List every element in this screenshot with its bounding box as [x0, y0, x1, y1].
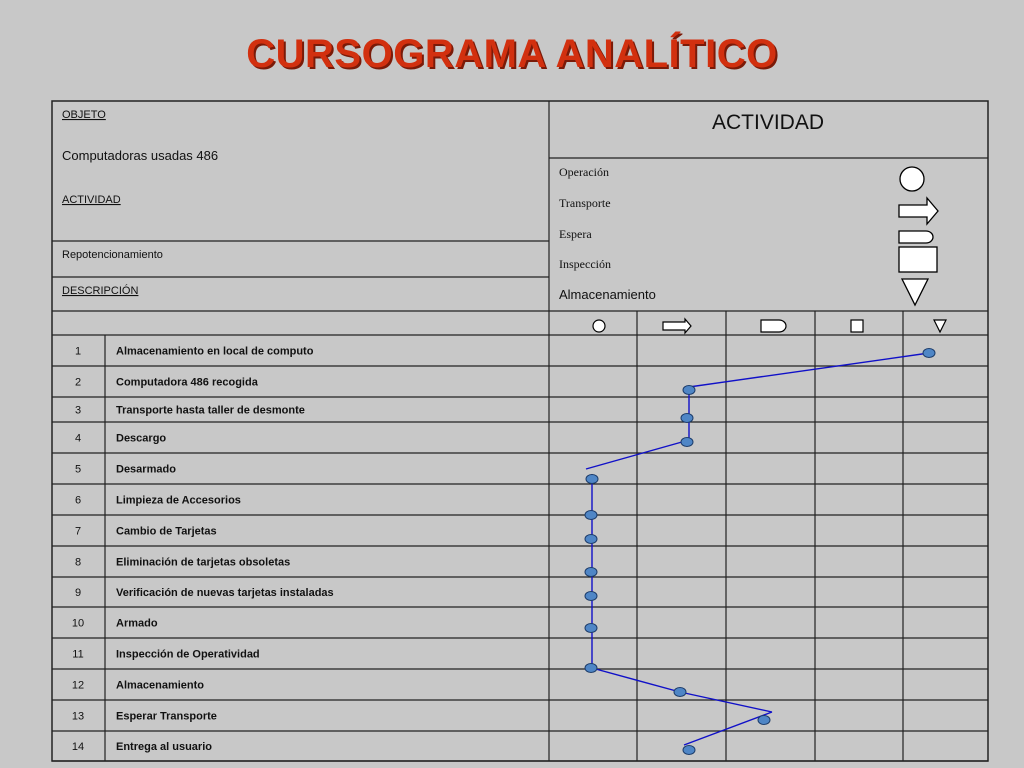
row-description: Limpieza de Accesorios [116, 494, 241, 507]
flow-step-marker [585, 592, 597, 601]
descripcion-label: DESCRIPCIÓN [62, 285, 139, 297]
row-description: Esperar Transporte [116, 710, 217, 723]
flow-step-marker [683, 746, 695, 755]
row-description: Entrega al usuario [116, 741, 212, 753]
row-description: Armado [116, 617, 158, 630]
flow-line-segment [684, 712, 772, 745]
col-square-icon [851, 320, 863, 332]
row-description: Verificación de nuevas tarjetas instaladas [116, 587, 334, 599]
flow-step-marker [681, 414, 693, 423]
chart-frame [52, 101, 988, 761]
row-number: 1 [74, 345, 82, 358]
flow-step-marker [585, 624, 597, 633]
flow-step-marker [586, 475, 598, 484]
row-number: 9 [74, 587, 82, 599]
row-number: 11 [72, 648, 84, 661]
flow-step-marker [683, 386, 695, 395]
objeto-value: Computadoras usadas 486 [62, 148, 219, 163]
row-description: Computadora 486 recogida [116, 376, 258, 389]
row-number: 3 [74, 404, 82, 417]
flow-step-marker [585, 664, 597, 673]
col-triangle-icon [934, 320, 946, 332]
row-number: 14 [71, 741, 85, 753]
flow-step-marker [585, 511, 597, 520]
flow-step-marker [681, 438, 693, 447]
row-number: 6 [74, 494, 82, 507]
row-number: 5 [74, 463, 82, 476]
row-number: 12 [71, 679, 85, 692]
row-description: Desarmado [116, 463, 176, 476]
actividad-label: ACTIVIDAD [62, 194, 121, 206]
flow-step-marker [585, 535, 597, 544]
row-number: 4 [74, 432, 82, 445]
flow-line-segment [689, 353, 929, 387]
legend-arrow-icon [899, 198, 938, 224]
col-circle-icon [593, 320, 605, 332]
row-description: Eliminación de tarjetas obsoletas [116, 556, 291, 569]
row-number: 7 [74, 525, 82, 538]
row-description: Almacenamiento en local de computo [116, 345, 314, 358]
legend-d-shape-icon [899, 231, 933, 243]
row-description: Transporte hasta taller de desmonte [116, 404, 305, 417]
legend-circle-icon [900, 167, 924, 191]
flow-step-marker [758, 716, 770, 725]
row-description: Almacenamiento [116, 679, 205, 692]
legend-label-espera: Espera [559, 227, 592, 241]
row-number: 10 [71, 617, 85, 630]
legend-label-operacion: Operación [559, 165, 609, 179]
row-description: Inspección de Operatividad [116, 648, 260, 661]
col-d-shape-icon [761, 320, 786, 332]
legend-triangle-icon [902, 279, 928, 305]
row-number: 8 [74, 556, 82, 569]
legend-square-icon [899, 247, 937, 272]
legend-label-transporte: Transporte [559, 196, 611, 210]
row-number: 13 [71, 710, 85, 723]
legend-label-almacenamiento: Almacenamiento [559, 287, 656, 302]
actividad-value: Repotencionamiento [62, 249, 163, 261]
row-number: 2 [74, 376, 82, 389]
legend-title: ACTIVIDAD [711, 111, 825, 134]
flow-line-segment [592, 668, 680, 692]
flow-step-marker [585, 568, 597, 577]
row-description: Descargo [116, 432, 167, 445]
row-description: Cambio de Tarjetas [116, 525, 217, 538]
flow-step-marker [674, 688, 686, 697]
col-arrow-icon [663, 319, 691, 333]
objeto-label: OBJETO [62, 109, 106, 121]
legend-label-inspeccion: Inspección [559, 257, 611, 271]
page-title: CURSOGRAMA ANALÍTICO [246, 32, 778, 76]
flow-step-marker [923, 349, 935, 358]
